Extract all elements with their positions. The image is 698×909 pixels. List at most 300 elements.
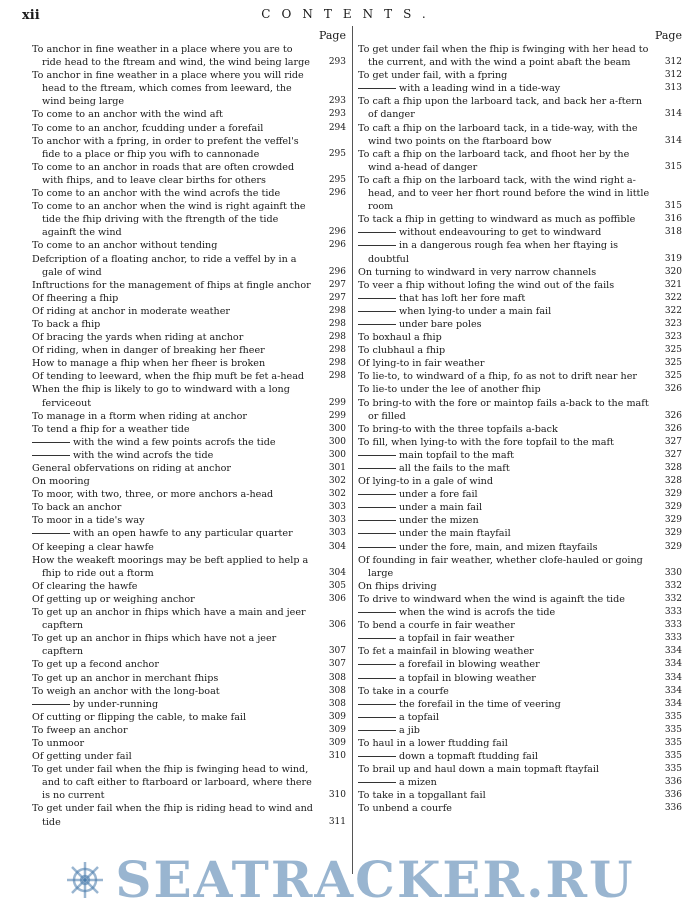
entry-title: that has loft her fore maft: [399, 292, 526, 304]
contents-entry: [358, 580, 684, 593]
entry-page-number: 305: [328, 580, 346, 591]
contents-entry: [358, 776, 684, 789]
entry-title: To clubhaul a fhip: [358, 345, 446, 357]
contents-entry: [32, 436, 348, 449]
entry-page-number: 298: [328, 305, 346, 316]
entry-title: To come to an anchor, fcudding under a forefail: [32, 122, 264, 134]
entry-title: a topfail: [399, 711, 439, 723]
entry-page-number: 333: [664, 620, 682, 631]
ditto-rule: [358, 612, 396, 613]
contents-entry: [32, 737, 348, 750]
entry-page-number: 334: [664, 646, 682, 657]
entry-page-number: 335: [664, 711, 682, 722]
entry-title: To bring-to with the three topfails a-back: [358, 423, 558, 435]
contents-entry: [32, 187, 348, 200]
page-column-label: Page: [654, 29, 682, 42]
entry-page-number: 333: [664, 607, 682, 618]
ditto-rule: [358, 311, 396, 312]
ditto-rule: [358, 664, 396, 665]
entry-title: under the mizen: [399, 515, 479, 527]
entry-page-number: 325: [664, 358, 682, 369]
entry-page-number: 299: [328, 397, 346, 408]
entry-title: To get up an anchor in fhips which have a main and jeer capftern: [32, 607, 306, 632]
entry-title: To moor, with two, three, or more anchors a-head: [32, 489, 274, 501]
entry-title: To anchor in fine weather in a place where you are to ride head to the ftream and wind, the wind being large: [32, 44, 310, 69]
entry-page-number: 293: [328, 57, 346, 68]
contents-entry: [358, 122, 684, 148]
entry-title: a mizen: [399, 777, 437, 789]
contents-entry: [358, 802, 684, 815]
entry-title: To manage in a ftorm when riding at anchor: [32, 410, 248, 422]
entry-page-number: 335: [664, 764, 682, 775]
contents-entry: [358, 462, 684, 475]
entry-title: with the wind a few points acrofs the tide: [73, 436, 276, 448]
entry-page-number: 328: [664, 463, 682, 473]
contents-entry: [32, 488, 348, 501]
entry-title: To lie-to under the lee of another fhip: [358, 384, 541, 396]
entry-page-number: 300: [328, 449, 346, 460]
contents-entry: [358, 423, 684, 436]
contents-entry: [358, 449, 684, 462]
contents-entry: [32, 554, 348, 580]
entry-page-number: 295: [328, 148, 346, 159]
contents-entry: [32, 658, 348, 671]
entry-page-number: 329: [664, 528, 682, 539]
contents-entry: [32, 724, 348, 737]
watermark-text: SEATRACKER.RU: [115, 850, 635, 909]
contents-entry: [32, 305, 348, 318]
contents-entry: [358, 239, 684, 265]
entry-title: when the wind is acrofs the tide: [399, 607, 556, 619]
entry-title: by under-running: [73, 698, 159, 710]
entry-title: To come to an anchor with the wind acrofs the tide: [32, 188, 281, 200]
entry-title: To unbend a courfe: [358, 803, 452, 815]
entry-page-number: 306: [328, 593, 346, 604]
contents-entry: [32, 331, 348, 344]
entry-page-number: 325: [664, 345, 682, 356]
contents-entry: [32, 475, 348, 488]
entry-page-number: 294: [328, 122, 346, 133]
entry-page-number: 306: [328, 620, 346, 631]
entry-page-number: 312: [664, 70, 682, 81]
entry-page-number: 296: [328, 266, 346, 277]
entry-title: To anchor with a fpring, in order to prefent the veffel's fide to a place or fhip you wifh to cannonade: [32, 135, 299, 160]
entry-page-number: 299: [328, 410, 346, 421]
entry-title: all the fails to the maft: [399, 463, 510, 474]
contents-entry: [358, 698, 684, 711]
contents-entry: [358, 632, 684, 645]
ditto-rule: [358, 678, 396, 679]
entry-page-number: 293: [328, 109, 346, 120]
entry-page-number: 303: [328, 502, 346, 513]
entry-page-number: 319: [664, 253, 682, 264]
contents-entry: [358, 82, 684, 95]
contents-entry: [32, 383, 348, 409]
ditto-rule: [358, 455, 396, 456]
entry-title: To bend a courfe in fair weather: [358, 620, 515, 632]
entry-page-number: 336: [664, 777, 682, 788]
entry-title: Of lying-to in a gale of wind: [358, 476, 493, 488]
entry-title: Defcription of a floating anchor, to ride a veffel by in a gale of wind: [32, 253, 297, 278]
contents-entry: [32, 501, 348, 514]
entry-title: How the weakeft moorings may be beft applied to help a fhip to ride out a ftorm: [32, 554, 309, 579]
ditto-rule: [358, 756, 396, 757]
entry-page-number: 335: [664, 724, 682, 735]
entry-page-number: 315: [664, 161, 682, 172]
contents-entry: [358, 436, 684, 449]
contents-entry: [32, 698, 348, 711]
entry-title: Inftructions for the management of fhips at fingle anchor: [32, 279, 311, 291]
entry-title: main topfail to the maft: [399, 449, 515, 461]
entry-title: To caft a fhip on the larboard tack, in a tide-way, with the wind two points on the ftarboard bow: [358, 122, 638, 147]
entry-title: To lie-to, to windward of a fhip, fo as not to drift near her: [358, 371, 637, 383]
entry-title: To haul in a lower ftudding fail: [358, 737, 508, 749]
running-head: CONTENTS.: [261, 7, 437, 21]
entry-title: On turning to windward in very narrow channels: [358, 266, 597, 278]
ditto-rule: [358, 520, 396, 521]
entry-title: To come to an anchor when the wind is right againft the tide the fhip driving with the ftrength of the tide againft the wind: [32, 201, 306, 239]
entry-page-number: 327: [664, 436, 682, 447]
entry-page-number: 320: [664, 266, 682, 277]
entry-page-number: 312: [664, 57, 682, 68]
entry-page-number: 301: [328, 463, 346, 473]
entry-title: under a fore fail: [399, 489, 478, 501]
entry-title: How to manage a fhip when her fheer is broken: [32, 358, 266, 370]
entry-title: To get under fail when the fhip is riding head to wind and tide: [32, 803, 313, 828]
contents-entry: [32, 200, 348, 239]
entry-title: To come to an anchor in roads that are often crowded with fhips, and to leave clear births for others: [32, 161, 295, 186]
entry-page-number: 298: [328, 318, 346, 329]
entry-page-number: 334: [664, 698, 682, 709]
entry-page-number: 314: [664, 135, 682, 146]
contents-entry: [358, 619, 684, 632]
contents-entry: [32, 370, 348, 383]
contents-entry: [32, 527, 348, 540]
entry-title: When the fhip is likely to go to windward with a long ferviceout: [32, 384, 290, 409]
contents-entry: [358, 95, 684, 121]
contents-entry: [358, 789, 684, 802]
entry-title: To get under fail when the fhip is fwinging with her head to the current, and with the wind a point abaft the beam: [358, 44, 649, 69]
entry-title: in a dangerous rough fea when her ftaying is doubtful: [368, 240, 619, 265]
contents-entry: [32, 423, 348, 436]
entry-page-number: 309: [328, 724, 346, 735]
entry-title: General obfervations on riding at anchor: [32, 463, 232, 474]
entry-page-number: 322: [664, 305, 682, 316]
contents-entry: [358, 488, 684, 501]
ditto-rule: [358, 638, 396, 639]
entry-page-number: 308: [328, 672, 346, 683]
entry-page-number: 322: [664, 292, 682, 303]
contents-entry: [358, 763, 684, 776]
entry-page-number: 310: [328, 751, 346, 762]
entry-title: To get under fail when the fhip is fwinging head to wind, and to caft either to ftarboard or larboard, where there is no current: [32, 764, 312, 802]
page-column-label: Page: [318, 29, 346, 42]
entry-title: a topfail in blowing weather: [399, 672, 536, 684]
entry-page-number: 335: [664, 751, 682, 762]
entry-title: To brail up and haul down a main topmaft ftayfail: [358, 764, 600, 776]
entry-title: To anchor in fine weather in a place where you will ride head to the ftream, which comes from leeward, the wind being large: [32, 70, 304, 108]
entry-title: To back an anchor: [32, 502, 122, 514]
contents-entry: [358, 213, 684, 226]
entry-page-number: 296: [328, 227, 346, 238]
entry-title: To get under fail, with a fpring: [358, 70, 508, 82]
entry-title: To caft a fhip upon the larboard tack, and back her a-ftern of danger: [358, 96, 643, 121]
contents-entry: [32, 43, 348, 69]
contents-entry: [32, 750, 348, 763]
ditto-rule: [358, 533, 396, 534]
entry-page-number: 328: [664, 476, 682, 487]
entry-page-number: 309: [328, 737, 346, 748]
entry-title: Of fheering a fhip: [32, 292, 119, 304]
contents-entry: [32, 344, 348, 357]
contents-entry: [32, 357, 348, 370]
entry-page-number: 296: [328, 240, 346, 251]
entry-page-number: 336: [664, 790, 682, 801]
contents-entry: [32, 514, 348, 527]
ditto-rule: [358, 507, 396, 508]
ditto-rule: [358, 782, 396, 783]
entry-title: Of cutting or flipping the cable, to make fail: [32, 711, 247, 723]
entry-title: a forefail in blowing weather: [399, 659, 540, 671]
entry-page-number: 329: [664, 541, 682, 552]
contents-entry: [32, 108, 348, 121]
contents-entry: [358, 711, 684, 724]
contents-entry: [358, 279, 684, 292]
entry-page-number: 334: [664, 672, 682, 683]
entry-page-number: 323: [664, 332, 682, 343]
entry-title: To get up an anchor in fhips which have not a jeer capftern: [32, 633, 277, 658]
entry-title: under a main fail: [399, 502, 483, 514]
entry-title: To get up a fecond anchor: [32, 659, 159, 671]
entry-title: under the main ftayfail: [399, 528, 511, 540]
contents-entry: [358, 527, 684, 540]
contents-column-right: [358, 28, 684, 816]
entry-title: To bring-to with the fore or maintop fails a-back to the maft or filled: [358, 397, 649, 422]
contents-entry: [32, 318, 348, 331]
entry-page-number: 304: [328, 541, 346, 552]
entry-title: To drive to windward when the wind is againft the tide: [358, 593, 625, 605]
entry-page-number: 297: [328, 279, 346, 290]
entry-title: down a topmaft ftudding fail: [399, 751, 538, 763]
entry-title: Of founding in fair weather, whether clofe-hauled or going large: [358, 554, 643, 579]
contents-entry: [32, 802, 348, 828]
entry-title: To tack a fhip in getting to windward as much as poffible: [358, 214, 636, 226]
ditto-rule: [358, 547, 396, 548]
contents-entry: [32, 69, 348, 108]
entry-title: the forefail in the time of veering: [399, 698, 561, 710]
entry-title: without endeavouring to get to windward: [399, 227, 602, 239]
entry-page-number: 326: [664, 423, 682, 434]
column-divider: [352, 26, 353, 874]
ditto-rule: [358, 324, 396, 325]
entry-page-number: 300: [328, 436, 346, 447]
entry-page-number: 293: [328, 96, 346, 107]
entry-page-number: 308: [328, 698, 346, 709]
entry-page-number: 326: [664, 384, 682, 395]
entry-title: with the wind acrofs the tide: [73, 449, 214, 461]
contents-entry: [358, 174, 684, 213]
contents-entry: [32, 672, 348, 685]
contents-entry: [358, 501, 684, 514]
entry-page-number: 307: [328, 646, 346, 657]
ditto-rule: [358, 717, 396, 718]
entry-page-number: 321: [664, 279, 682, 290]
ditto-rule: [358, 468, 396, 469]
contents-entry: [32, 161, 348, 187]
entry-title: To unmoor: [32, 737, 85, 749]
entry-title: Of clearing the hawfe: [32, 580, 138, 592]
ditto-rule: [358, 704, 396, 705]
entry-page-number: 329: [664, 515, 682, 526]
entry-title: a topfail in fair weather: [399, 633, 515, 645]
entry-page-number: 309: [328, 711, 346, 722]
entry-page-number: 336: [664, 803, 682, 814]
entry-page-number: 300: [328, 423, 346, 434]
ditto-rule: [32, 704, 70, 705]
entry-page-number: 308: [328, 685, 346, 696]
contents-entry: [358, 554, 684, 580]
contents-entry: [358, 331, 684, 344]
entry-page-number: 329: [664, 502, 682, 513]
contents-entry: [32, 410, 348, 423]
contents-entry: [358, 724, 684, 737]
entry-list: [32, 43, 348, 829]
entry-title: To come to an anchor without tending: [32, 240, 218, 252]
contents-entry: [32, 292, 348, 305]
page-number: xii: [22, 8, 40, 23]
entry-page-number: 297: [328, 292, 346, 303]
contents-entry: [358, 148, 684, 174]
entry-list: [358, 43, 684, 816]
entry-page-number: 333: [664, 633, 682, 644]
contents-column-left: [32, 28, 348, 829]
contents-entry: [358, 593, 684, 606]
entry-title: Of riding at anchor in moderate weather: [32, 305, 230, 317]
contents-entry: [358, 226, 684, 239]
ditto-rule: [358, 730, 396, 731]
contents-entry: [32, 711, 348, 724]
ditto-rule: [358, 494, 396, 495]
entry-title: To tend a fhip for a weather tide: [32, 423, 190, 435]
entry-title: On fhips driving: [358, 580, 437, 592]
entry-page-number: 311: [328, 816, 346, 827]
entry-page-number: 316: [664, 214, 682, 225]
entry-title: To get up an anchor in merchant fhips: [32, 672, 219, 684]
contents-entry: [358, 658, 684, 671]
entry-title: To caft a fhip on the larboard tack, and fhoot her by the wind a-head of danger: [358, 148, 630, 173]
ditto-rule: [32, 455, 70, 456]
entry-title: To boxhaul a fhip: [358, 332, 442, 344]
entry-title: Of riding, when in danger of breaking her fheer: [32, 345, 265, 357]
contents-entry: [32, 122, 348, 135]
entry-page-number: 327: [664, 449, 682, 460]
entry-page-number: 310: [328, 790, 346, 801]
entry-page-number: 334: [664, 685, 682, 696]
entry-page-number: 329: [664, 489, 682, 500]
contents-entry: [358, 318, 684, 331]
contents-entry: [358, 672, 684, 685]
contents-entry: [32, 685, 348, 698]
contents-entry: [32, 462, 348, 475]
contents-entry: [358, 737, 684, 750]
ship-wheel-logo-icon: [63, 860, 107, 900]
entry-title: On mooring: [32, 476, 90, 488]
contents-entry: [358, 541, 684, 554]
contents-entry: [358, 475, 684, 488]
entry-title: under bare poles: [399, 318, 482, 330]
contents-entry: [358, 645, 684, 658]
contents-entry: [358, 43, 684, 69]
contents-entry: [32, 606, 348, 632]
ditto-rule: [32, 442, 70, 443]
entry-page-number: 323: [664, 318, 682, 329]
entry-page-number: 314: [664, 109, 682, 120]
contents-entry: [32, 541, 348, 554]
entry-title: Of lying-to in fair weather: [358, 358, 485, 370]
contents-entry: [32, 580, 348, 593]
contents-entry: [358, 606, 684, 619]
ditto-rule: [358, 298, 396, 299]
entry-title: To moor in a tide's way: [32, 515, 145, 527]
entry-title: under the fore, main, and mizen ftayfails: [399, 541, 598, 553]
entry-title: with an open hawfe to any particular quarter: [73, 528, 293, 540]
entry-page-number: 334: [664, 659, 682, 670]
contents-entry: [32, 763, 348, 802]
entry-title: To weigh an anchor with the long-boat: [32, 685, 220, 697]
contents-entry: [358, 685, 684, 698]
contents-entry: [358, 397, 684, 423]
entry-page-number: 307: [328, 659, 346, 670]
entry-page-number: 304: [328, 567, 346, 578]
contents-entry: [32, 593, 348, 606]
entry-title: Of getting under fail: [32, 751, 132, 763]
entry-page-number: 330: [664, 567, 682, 578]
contents-entry: [358, 357, 684, 370]
entry-title: Of keeping a clear hawfe: [32, 541, 154, 553]
entry-page-number: 318: [664, 227, 682, 238]
entry-page-number: 296: [328, 188, 346, 199]
contents-entry: [358, 750, 684, 763]
entry-page-number: 298: [328, 332, 346, 343]
entry-page-number: 303: [328, 528, 346, 539]
ditto-rule: [32, 533, 70, 534]
entry-title: To come to an anchor with the wind aft: [32, 109, 223, 121]
entry-page-number: 315: [664, 201, 682, 212]
entry-page-number: 326: [664, 410, 682, 421]
entry-page-number: 298: [328, 358, 346, 369]
entry-page-number: 298: [328, 345, 346, 356]
entry-title: To fet a mainfail in blowing weather: [358, 646, 534, 658]
ditto-rule: [358, 245, 396, 246]
entry-title: To caft a fhip on the larboard tack, with the wind right a-head, and to veer her fhort round before the wind in little room: [358, 174, 650, 213]
entry-title: when lying-to under a main fail: [399, 305, 552, 317]
contents-entry: [358, 69, 684, 82]
entry-title: To back a fhip: [32, 318, 101, 330]
contents-entry: [32, 279, 348, 292]
entry-title: To take in a courfe: [358, 685, 449, 697]
contents-entry: [358, 266, 684, 279]
contents-entry: [358, 383, 684, 396]
ditto-rule: [358, 88, 396, 89]
contents-entry: [32, 632, 348, 658]
contents-entry: [358, 370, 684, 383]
entry-page-number: 303: [328, 515, 346, 526]
entry-page-number: 335: [664, 737, 682, 748]
entry-title: a jib: [399, 724, 420, 736]
contents-entry: [32, 253, 348, 279]
contents-entry: [358, 514, 684, 527]
contents-entry: [358, 292, 684, 305]
